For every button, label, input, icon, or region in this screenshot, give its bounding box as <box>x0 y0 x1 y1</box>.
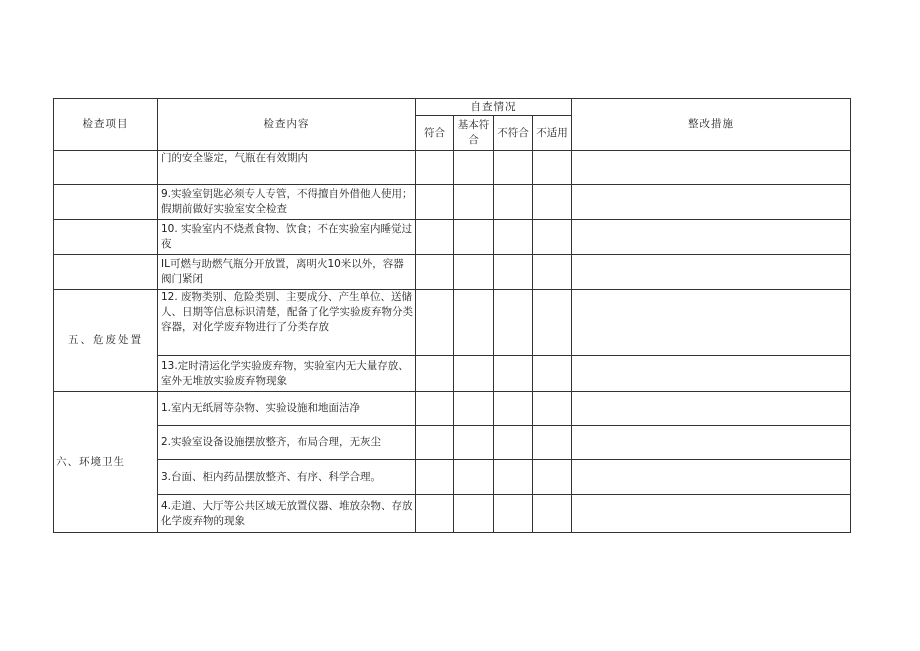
check-content: 2.实验室设备设施摆放整齐，布局合理，无灰尘 <box>158 426 416 460</box>
non-comply-cell[interactable] <box>494 426 533 460</box>
check-content: 门的安全鉴定，气瓶在有效期内 <box>158 151 416 185</box>
non-comply-cell[interactable] <box>494 255 533 290</box>
rectify-cell[interactable] <box>572 220 851 255</box>
non-comply-cell[interactable] <box>494 495 533 533</box>
header-item: 检查项目 <box>54 99 158 151</box>
basic-comply-cell[interactable] <box>454 290 494 356</box>
non-comply-cell[interactable] <box>494 220 533 255</box>
category-cell-continued <box>54 220 158 255</box>
basic-comply-cell[interactable] <box>454 495 494 533</box>
rectify-cell[interactable] <box>572 290 851 356</box>
rectify-cell[interactable] <box>572 426 851 460</box>
check-content: 3.台面、柜内药品摆放整齐、有序、科学合理。 <box>158 460 416 495</box>
not-applicable-cell[interactable] <box>533 185 572 220</box>
check-content: 1.室内无纸屑等杂物、实验设施和地面洁净 <box>158 392 416 426</box>
header-not-applicable: 不适用 <box>533 116 572 151</box>
category-hygiene: 六、环境卫生 <box>54 392 158 533</box>
not-applicable-cell[interactable] <box>533 495 572 533</box>
rectify-cell[interactable] <box>572 495 851 533</box>
inspection-table <box>53 98 851 533</box>
not-applicable-cell[interactable] <box>533 290 572 356</box>
header-non-comply: 不符合 <box>494 116 533 151</box>
rectify-cell[interactable] <box>572 185 851 220</box>
rectify-cell[interactable] <box>572 356 851 392</box>
comply-cell[interactable] <box>416 220 454 255</box>
rectify-cell[interactable] <box>572 151 851 185</box>
comply-cell[interactable] <box>416 392 454 426</box>
non-comply-cell[interactable] <box>494 460 533 495</box>
basic-comply-cell[interactable] <box>454 426 494 460</box>
header-basic-comply: 基本符合 <box>454 116 494 151</box>
category-cell-continued <box>54 151 158 185</box>
not-applicable-cell[interactable] <box>533 426 572 460</box>
basic-comply-cell[interactable] <box>454 460 494 495</box>
comply-cell[interactable] <box>416 495 454 533</box>
comply-cell[interactable] <box>416 255 454 290</box>
not-applicable-cell[interactable] <box>533 460 572 495</box>
comply-cell[interactable] <box>416 185 454 220</box>
comply-cell[interactable] <box>416 290 454 356</box>
basic-comply-cell[interactable] <box>454 220 494 255</box>
check-content: 10. 实验室内不烧煮食物、饮食；不在实验室内睡觉过夜 <box>158 220 416 255</box>
non-comply-cell[interactable] <box>494 290 533 356</box>
basic-comply-cell[interactable] <box>454 392 494 426</box>
comply-cell[interactable] <box>416 426 454 460</box>
header-rectify: 整改措施 <box>572 99 851 151</box>
non-comply-cell[interactable] <box>494 356 533 392</box>
comply-cell[interactable] <box>416 356 454 392</box>
basic-comply-cell[interactable] <box>454 185 494 220</box>
check-content: 12. 废物类别、危险类别、主要成分、产生单位、送储人、日期等信息标识清楚，配备了化学实验废弃物分类容器，对化学废弃物进行了分类存放 <box>158 290 416 356</box>
not-applicable-cell[interactable] <box>533 255 572 290</box>
header-comply: 符合 <box>416 116 454 151</box>
basic-comply-cell[interactable] <box>454 255 494 290</box>
category-cell-continued <box>54 255 158 290</box>
rectify-cell[interactable] <box>572 255 851 290</box>
non-comply-cell[interactable] <box>494 392 533 426</box>
check-content: 13.定时清运化学实验废弃物，实验室内无大量存放、室外无堆放实验废弃物现象 <box>158 356 416 392</box>
check-content: 4.走道、大厅等公共区域无放置仪器、堆放杂物、存放化学废弃物的现象 <box>158 495 416 533</box>
category-cell-continued <box>54 185 158 220</box>
header-self-check: 自查情况 <box>416 99 572 116</box>
not-applicable-cell[interactable] <box>533 151 572 185</box>
non-comply-cell[interactable] <box>494 151 533 185</box>
check-content: 9.实验室钥匙必须专人专管，不得擅自外借他人使用；假期前做好实验室安全检查 <box>158 185 416 220</box>
not-applicable-cell[interactable] <box>533 356 572 392</box>
comply-cell[interactable] <box>416 151 454 185</box>
basic-comply-cell[interactable] <box>454 151 494 185</box>
rectify-cell[interactable] <box>572 460 851 495</box>
category-hazardous-waste: 五、危废处置 <box>54 290 158 392</box>
basic-comply-cell[interactable] <box>454 356 494 392</box>
not-applicable-cell[interactable] <box>533 220 572 255</box>
non-comply-cell[interactable] <box>494 185 533 220</box>
header-content: 检查内容 <box>158 99 416 151</box>
rectify-cell[interactable] <box>572 392 851 426</box>
check-content: IL可燃与助燃气瓶分开放置，离明火10米以外，容器阀门紧闭 <box>158 255 416 290</box>
not-applicable-cell[interactable] <box>533 392 572 426</box>
comply-cell[interactable] <box>416 460 454 495</box>
